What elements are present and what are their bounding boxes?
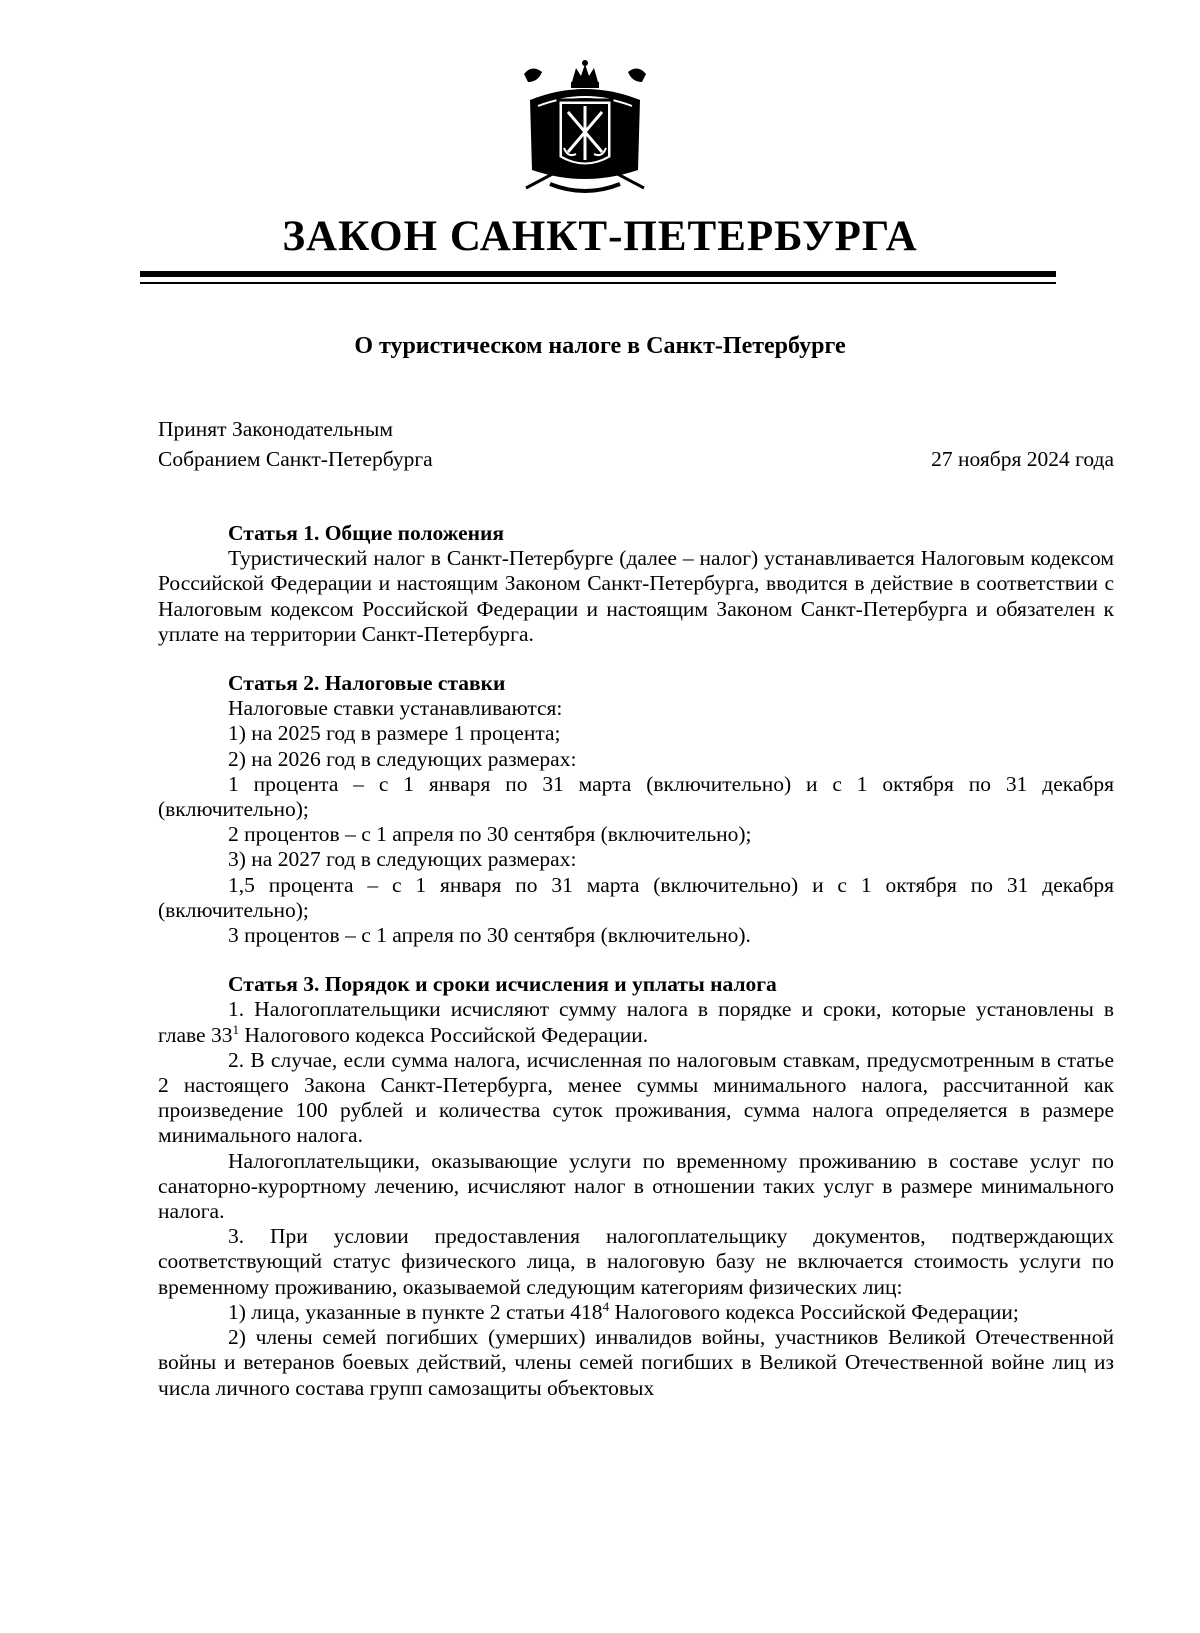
article-paragraph: 3) на 2027 год в следующих размерах: <box>228 847 577 872</box>
title-divider-thick <box>140 271 1056 277</box>
article-paragraph: 3 процентов – с 1 апреля по 30 сентября (включительно). <box>228 923 751 948</box>
article-3 <box>158 972 1114 1400</box>
article-paragraph: Налоговые ставки устанавливаются: <box>228 696 563 721</box>
superscript: 1 <box>232 1021 239 1037</box>
superscript: 4 <box>602 1298 610 1314</box>
adoption-line-1: Принят Законодательным <box>158 417 393 441</box>
law-body <box>158 521 1114 1425</box>
article-paragraph <box>158 997 1114 1047</box>
article-heading: Статья 1. Общие положения <box>228 521 505 545</box>
adoption-line-2: Собранием Санкт-Петербурга <box>158 447 433 471</box>
paragraph-text: 1. Налогоплательщики исчисляют сумму налога в порядке и сроки, которые установлены в главе 33 <box>158 997 1114 1047</box>
article-paragraph: 2) члены семей погибших (умерших) инвалидов войны, участников Великой Отечественной войны и ветеранов боевых действий, члены семей погибших в Великой Отечественной войне лиц из числа личного состава групп самозащиты объектовых <box>158 1325 1114 1400</box>
article-paragraph: 3. При условии предоставления налогоплательщику документов, подтверждающих соответствующий статус физического лица, в налоговую базу не включается стоимость услуги по временному проживанию, оказываемой следующим категориям физических лиц: <box>158 1224 1114 1299</box>
article-1 <box>158 521 1114 647</box>
coat-of-arms-icon <box>520 60 650 200</box>
article-heading: Статья 2. Налоговые ставки <box>228 671 506 696</box>
paragraph-text: Налогового кодекса Российской Федерации; <box>609 1299 1019 1324</box>
article-paragraph: 1) на 2025 год в размере 1 процента; <box>228 721 561 746</box>
adoption-date: 27 ноября 2024 года <box>931 447 1114 471</box>
paragraph-text: Налогового кодекса Российской Федерации. <box>238 1022 649 1047</box>
paragraph-text: 1) лица, указанные в пункте 2 статьи 418 <box>228 1299 603 1324</box>
article-paragraph: 1,5 процента – с 1 января по 31 марта (включительно) и с 1 октября по 31 декабря (включительно); <box>158 872 1114 922</box>
article-paragraph: Туристический налог в Санкт-Петербурге (далее – налог) устанавливается Налоговым кодексом Российской Федерации и настоящим Законом Санкт-Петербурга, вводится в действие в соответствии с Налоговым кодексом Российской Федерации и настоящим Законом Санкт-Петербурга и обязателен к уплате на территории Санкт-Петербурга. <box>158 546 1114 646</box>
law-subject: О туристическом налоге в Санкт-Петербурге <box>354 333 846 359</box>
article-paragraph: 2. В случае, если сумма налога, исчисленная по налоговым ставкам, предусмотренным в статье 2 настоящего Закона Санкт-Петербурга, менее суммы минимального налога, рассчитанной как произведение 100 рублей и количества суток проживания, сумма налога определяется в размере минимального налога. <box>158 1047 1114 1148</box>
law-title: ЗАКОН САНКТ-ПЕТЕРБУРГА <box>282 213 918 260</box>
title-divider-thin <box>140 282 1056 284</box>
article-paragraph: 1 процента – с 1 января по 31 марта (включительно) и с 1 октября по 31 декабря (включительно); <box>158 771 1114 822</box>
article-2 <box>158 671 1114 948</box>
article-paragraph: 2 процентов – с 1 апреля по 30 сентября (включительно); <box>228 822 752 847</box>
article-heading: Статья 3. Порядок и сроки исчисления и уплаты налога <box>228 972 777 997</box>
article-paragraph: 2) на 2026 год в следующих размерах: <box>228 746 577 771</box>
article-paragraph <box>158 1300 1114 1325</box>
adoption-body <box>158 414 433 474</box>
article-paragraph: Налогоплательщики, оказывающие услуги по временному проживанию в составе услуг по санаторно-курортному лечению, исчисляют налог в отношении таких услуг в размере минимального налога. <box>158 1148 1114 1224</box>
